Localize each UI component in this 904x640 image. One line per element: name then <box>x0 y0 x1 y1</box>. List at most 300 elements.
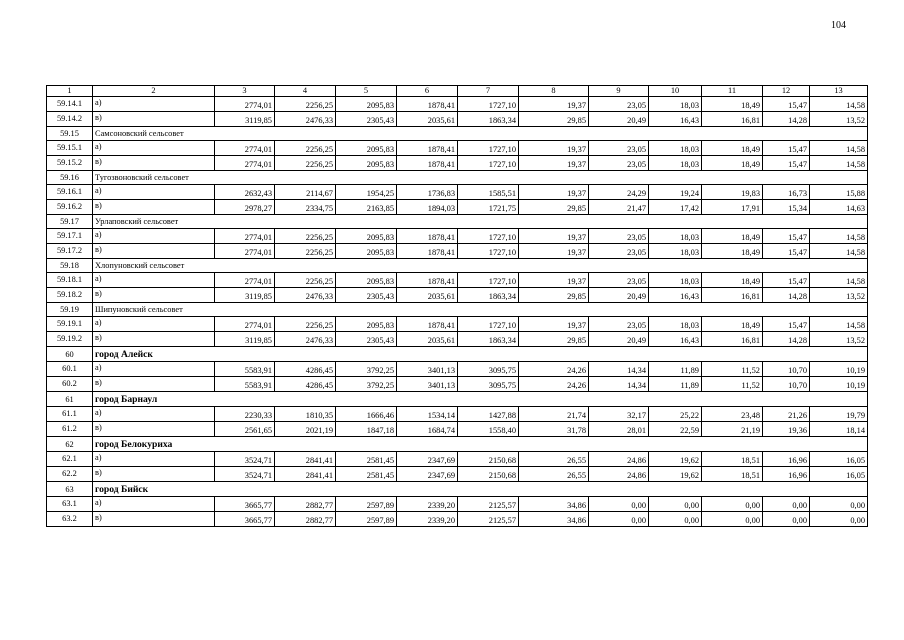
row-label-cell: в) <box>93 467 215 482</box>
value-cell: 4286,45 <box>275 362 336 377</box>
value-cell: 16,43 <box>649 288 702 303</box>
value-cell: 5583,91 <box>215 362 275 377</box>
city-heading-row <box>47 392 868 407</box>
row-label-cell: в) <box>93 200 215 215</box>
row-code-cell: 59.19.2 <box>47 332 93 347</box>
section-title-cell: Урлаповский сельсовет <box>93 215 868 229</box>
row-label-cell: в) <box>93 112 215 127</box>
value-cell: 18,51 <box>702 467 763 482</box>
value-cell: 1878,41 <box>397 141 458 156</box>
value-cell: 2095,83 <box>336 317 397 332</box>
value-cell: 1878,41 <box>397 229 458 244</box>
value-cell: 2230,33 <box>215 407 275 422</box>
value-cell: 19,37 <box>519 97 589 112</box>
value-cell: 16,81 <box>702 112 763 127</box>
value-cell: 2256,25 <box>275 229 336 244</box>
value-cell: 1878,41 <box>397 317 458 332</box>
row-code-cell: 59.19.1 <box>47 317 93 332</box>
value-cell: 26,55 <box>519 452 589 467</box>
value-cell: 15,88 <box>810 185 868 200</box>
value-cell: 5583,91 <box>215 377 275 392</box>
value-cell: 11,52 <box>702 377 763 392</box>
value-cell: 1878,41 <box>397 156 458 171</box>
value-cell: 0,00 <box>649 512 702 527</box>
value-cell: 1558,40 <box>458 422 519 437</box>
value-cell: 1736,83 <box>397 185 458 200</box>
value-cell: 18,03 <box>649 273 702 288</box>
city-heading-row <box>47 347 868 362</box>
value-cell: 2774,01 <box>215 229 275 244</box>
value-cell: 1684,74 <box>397 422 458 437</box>
value-cell: 18,03 <box>649 229 702 244</box>
value-cell: 23,05 <box>589 156 649 171</box>
value-cell: 23,05 <box>589 97 649 112</box>
value-cell: 24,86 <box>589 452 649 467</box>
value-cell: 14,58 <box>810 317 868 332</box>
value-cell: 29,85 <box>519 332 589 347</box>
row-label-cell: в) <box>93 244 215 259</box>
value-cell: 2256,25 <box>275 273 336 288</box>
row-code-cell: 59.15.1 <box>47 141 93 156</box>
tariff-table <box>46 85 868 527</box>
value-cell: 23,05 <box>589 244 649 259</box>
column-number-cell: 11 <box>702 86 763 97</box>
row-code-cell: 59.17.2 <box>47 244 93 259</box>
row-code-cell: 59.14.1 <box>47 97 93 112</box>
value-cell: 21,47 <box>589 200 649 215</box>
column-number-cell: 13 <box>810 86 868 97</box>
column-number-cell: 2 <box>93 86 215 97</box>
value-cell: 14,28 <box>763 332 810 347</box>
value-cell: 14,34 <box>589 377 649 392</box>
value-cell: 16,43 <box>649 332 702 347</box>
value-cell: 13,52 <box>810 112 868 127</box>
value-cell: 2339,20 <box>397 512 458 527</box>
value-cell: 3095,75 <box>458 377 519 392</box>
value-cell: 2125,57 <box>458 497 519 512</box>
row-code-cell: 62.2 <box>47 467 93 482</box>
section-heading-row <box>47 171 868 185</box>
table-row <box>47 156 868 171</box>
page-number: 104 <box>831 20 846 31</box>
value-cell: 2114,67 <box>275 185 336 200</box>
column-number-cell: 10 <box>649 86 702 97</box>
section-title-cell: Самсоновский сельсовет <box>93 127 868 141</box>
value-cell: 2774,01 <box>215 141 275 156</box>
table-row <box>47 467 868 482</box>
value-cell: 2305,43 <box>336 332 397 347</box>
value-cell: 18,49 <box>702 317 763 332</box>
value-cell: 19,37 <box>519 141 589 156</box>
row-label-cell: а) <box>93 141 215 156</box>
value-cell: 2305,43 <box>336 112 397 127</box>
value-cell: 0,00 <box>763 512 810 527</box>
value-cell: 19,37 <box>519 156 589 171</box>
section-code-cell: 59.19 <box>47 303 93 317</box>
value-cell: 14,58 <box>810 97 868 112</box>
value-cell: 2841,41 <box>275 467 336 482</box>
value-cell: 19,37 <box>519 185 589 200</box>
value-cell: 26,55 <box>519 467 589 482</box>
value-cell: 1534,14 <box>397 407 458 422</box>
table-row <box>47 141 868 156</box>
value-cell: 2581,45 <box>336 452 397 467</box>
section-title-cell: Хлопуновский сельсовет <box>93 259 868 273</box>
value-cell: 10,19 <box>810 377 868 392</box>
value-cell: 2095,83 <box>336 97 397 112</box>
value-cell: 21,74 <box>519 407 589 422</box>
value-cell: 16,73 <box>763 185 810 200</box>
value-cell: 2095,83 <box>336 273 397 288</box>
value-cell: 2347,69 <box>397 452 458 467</box>
row-label-cell: а) <box>93 497 215 512</box>
value-cell: 1954,25 <box>336 185 397 200</box>
value-cell: 2095,83 <box>336 156 397 171</box>
row-code-cell: 63.1 <box>47 497 93 512</box>
value-cell: 19,79 <box>810 407 868 422</box>
value-cell: 13,52 <box>810 288 868 303</box>
value-cell: 17,42 <box>649 200 702 215</box>
table-row <box>47 185 868 200</box>
section-code-cell: 63 <box>47 482 93 497</box>
value-cell: 3665,77 <box>215 497 275 512</box>
value-cell: 22,59 <box>649 422 702 437</box>
value-cell: 24,26 <box>519 362 589 377</box>
row-label-cell: в) <box>93 377 215 392</box>
value-cell: 2476,33 <box>275 332 336 347</box>
value-cell: 18,03 <box>649 156 702 171</box>
value-cell: 25,22 <box>649 407 702 422</box>
column-number-cell: 1 <box>47 86 93 97</box>
value-cell: 14,28 <box>763 288 810 303</box>
value-cell: 4286,45 <box>275 377 336 392</box>
section-heading-row <box>47 303 868 317</box>
value-cell: 0,00 <box>702 497 763 512</box>
section-code-cell: 62 <box>47 437 93 452</box>
value-cell: 15,47 <box>763 141 810 156</box>
column-number-cell: 9 <box>589 86 649 97</box>
section-code-cell: 61 <box>47 392 93 407</box>
value-cell: 18,49 <box>702 229 763 244</box>
column-number-cell: 8 <box>519 86 589 97</box>
row-label-cell: а) <box>93 185 215 200</box>
value-cell: 24,86 <box>589 467 649 482</box>
value-cell: 0,00 <box>763 497 810 512</box>
value-cell: 19,24 <box>649 185 702 200</box>
value-cell: 14,58 <box>810 156 868 171</box>
value-cell: 2347,69 <box>397 467 458 482</box>
value-cell: 1863,34 <box>458 288 519 303</box>
section-title-cell: город Белокуриха <box>93 437 868 452</box>
value-cell: 14,34 <box>589 362 649 377</box>
value-cell: 18,03 <box>649 317 702 332</box>
value-cell: 2774,01 <box>215 156 275 171</box>
value-cell: 14,58 <box>810 229 868 244</box>
value-cell: 10,70 <box>763 362 810 377</box>
column-number-cell: 6 <box>397 86 458 97</box>
value-cell: 2978,27 <box>215 200 275 215</box>
section-title-cell: Шипуновский сельсовет <box>93 303 868 317</box>
value-cell: 3119,85 <box>215 112 275 127</box>
value-cell: 18,49 <box>702 156 763 171</box>
value-cell: 23,05 <box>589 141 649 156</box>
value-cell: 2256,25 <box>275 156 336 171</box>
column-number-cell: 3 <box>215 86 275 97</box>
value-cell: 21,19 <box>702 422 763 437</box>
value-cell: 14,58 <box>810 273 868 288</box>
value-cell: 19,37 <box>519 273 589 288</box>
value-cell: 17,91 <box>702 200 763 215</box>
value-cell: 0,00 <box>589 512 649 527</box>
value-cell: 2774,01 <box>215 244 275 259</box>
value-cell: 15,47 <box>763 317 810 332</box>
value-cell: 16,05 <box>810 452 868 467</box>
value-cell: 18,51 <box>702 452 763 467</box>
value-cell: 1894,03 <box>397 200 458 215</box>
value-cell: 15,47 <box>763 273 810 288</box>
value-cell: 2256,25 <box>275 141 336 156</box>
value-cell: 19,62 <box>649 452 702 467</box>
table-row <box>47 112 868 127</box>
table-row <box>47 200 868 215</box>
value-cell: 28,01 <box>589 422 649 437</box>
value-cell: 1585,51 <box>458 185 519 200</box>
value-cell: 2334,75 <box>275 200 336 215</box>
value-cell: 2882,77 <box>275 497 336 512</box>
value-cell: 1878,41 <box>397 273 458 288</box>
value-cell: 2021,19 <box>275 422 336 437</box>
value-cell: 14,63 <box>810 200 868 215</box>
row-label-cell: в) <box>93 512 215 527</box>
value-cell: 2476,33 <box>275 288 336 303</box>
value-cell: 19,37 <box>519 229 589 244</box>
column-number-cell: 4 <box>275 86 336 97</box>
value-cell: 1810,35 <box>275 407 336 422</box>
section-heading-row <box>47 127 868 141</box>
section-title-cell: Тугозвоновский сельсовет <box>93 171 868 185</box>
table-row <box>47 422 868 437</box>
value-cell: 1727,10 <box>458 229 519 244</box>
row-label-cell: а) <box>93 97 215 112</box>
value-cell: 18,14 <box>810 422 868 437</box>
row-code-cell: 61.1 <box>47 407 93 422</box>
section-heading-row <box>47 215 868 229</box>
row-code-cell: 59.16.2 <box>47 200 93 215</box>
value-cell: 2035,61 <box>397 112 458 127</box>
value-cell: 3119,85 <box>215 288 275 303</box>
value-cell: 15,47 <box>763 244 810 259</box>
value-cell: 18,03 <box>649 141 702 156</box>
table-row <box>47 512 868 527</box>
value-cell: 15,47 <box>763 229 810 244</box>
value-cell: 0,00 <box>589 497 649 512</box>
section-code-cell: 60 <box>47 347 93 362</box>
value-cell: 1863,34 <box>458 332 519 347</box>
value-cell: 15,34 <box>763 200 810 215</box>
table-row <box>47 273 868 288</box>
value-cell: 2339,20 <box>397 497 458 512</box>
value-cell: 2597,89 <box>336 497 397 512</box>
value-cell: 2150,68 <box>458 467 519 482</box>
value-cell: 23,48 <box>702 407 763 422</box>
column-number-cell: 5 <box>336 86 397 97</box>
value-cell: 3792,25 <box>336 362 397 377</box>
row-code-cell: 59.17.1 <box>47 229 93 244</box>
value-cell: 18,49 <box>702 273 763 288</box>
value-cell: 18,03 <box>649 97 702 112</box>
value-cell: 19,37 <box>519 317 589 332</box>
table-row <box>47 97 868 112</box>
row-label-cell: в) <box>93 156 215 171</box>
section-code-cell: 59.17 <box>47 215 93 229</box>
city-heading-row <box>47 437 868 452</box>
row-code-cell: 59.18.1 <box>47 273 93 288</box>
section-heading-row <box>47 259 868 273</box>
value-cell: 2095,83 <box>336 244 397 259</box>
value-cell: 2774,01 <box>215 97 275 112</box>
row-label-cell: а) <box>93 317 215 332</box>
value-cell: 19,37 <box>519 244 589 259</box>
table-row <box>47 288 868 303</box>
value-cell: 19,83 <box>702 185 763 200</box>
table-row <box>47 317 868 332</box>
value-cell: 1727,10 <box>458 156 519 171</box>
row-label-cell: в) <box>93 332 215 347</box>
value-cell: 31,78 <box>519 422 589 437</box>
value-cell: 3401,13 <box>397 362 458 377</box>
row-code-cell: 59.16.1 <box>47 185 93 200</box>
table-row <box>47 362 868 377</box>
value-cell: 2882,77 <box>275 512 336 527</box>
section-title-cell: город Барнаул <box>93 392 868 407</box>
value-cell: 0,00 <box>810 497 868 512</box>
value-cell: 20,49 <box>589 332 649 347</box>
row-label-cell: а) <box>93 273 215 288</box>
table-row <box>47 229 868 244</box>
value-cell: 1878,41 <box>397 97 458 112</box>
value-cell: 3401,13 <box>397 377 458 392</box>
row-code-cell: 59.18.2 <box>47 288 93 303</box>
row-label-cell: в) <box>93 288 215 303</box>
value-cell: 20,49 <box>589 112 649 127</box>
row-code-cell: 59.14.2 <box>47 112 93 127</box>
section-code-cell: 59.16 <box>47 171 93 185</box>
value-cell: 2841,41 <box>275 452 336 467</box>
value-cell: 2476,33 <box>275 112 336 127</box>
value-cell: 16,81 <box>702 332 763 347</box>
row-code-cell: 59.15.2 <box>47 156 93 171</box>
value-cell: 1427,88 <box>458 407 519 422</box>
table-row <box>47 332 868 347</box>
value-cell: 19,36 <box>763 422 810 437</box>
value-cell: 2597,89 <box>336 512 397 527</box>
value-cell: 2035,61 <box>397 288 458 303</box>
value-cell: 15,47 <box>763 156 810 171</box>
value-cell: 29,85 <box>519 288 589 303</box>
value-cell: 1666,46 <box>336 407 397 422</box>
value-cell: 2256,25 <box>275 317 336 332</box>
value-cell: 16,96 <box>763 452 810 467</box>
value-cell: 1721,75 <box>458 200 519 215</box>
value-cell: 23,05 <box>589 229 649 244</box>
column-number-cell: 7 <box>458 86 519 97</box>
value-cell: 2095,83 <box>336 141 397 156</box>
value-cell: 3792,25 <box>336 377 397 392</box>
row-code-cell: 61.2 <box>47 422 93 437</box>
city-heading-row <box>47 482 868 497</box>
row-label-cell: а) <box>93 229 215 244</box>
value-cell: 0,00 <box>702 512 763 527</box>
value-cell: 29,85 <box>519 112 589 127</box>
value-cell: 16,81 <box>702 288 763 303</box>
value-cell: 1727,10 <box>458 244 519 259</box>
value-cell: 11,89 <box>649 377 702 392</box>
value-cell: 3524,71 <box>215 452 275 467</box>
value-cell: 14,28 <box>763 112 810 127</box>
section-code-cell: 59.18 <box>47 259 93 273</box>
value-cell: 11,89 <box>649 362 702 377</box>
row-label-cell: а) <box>93 452 215 467</box>
value-cell: 2125,57 <box>458 512 519 527</box>
section-code-cell: 59.15 <box>47 127 93 141</box>
value-cell: 3524,71 <box>215 467 275 482</box>
value-cell: 0,00 <box>649 497 702 512</box>
value-cell: 2150,68 <box>458 452 519 467</box>
table-row <box>47 497 868 512</box>
value-cell: 24,26 <box>519 377 589 392</box>
value-cell: 2774,01 <box>215 317 275 332</box>
value-cell: 1847,18 <box>336 422 397 437</box>
value-cell: 23,05 <box>589 273 649 288</box>
column-number-row <box>47 86 868 97</box>
value-cell: 18,49 <box>702 244 763 259</box>
table-body <box>47 86 868 527</box>
table-row <box>47 244 868 259</box>
row-label-cell: в) <box>93 422 215 437</box>
value-cell: 0,00 <box>810 512 868 527</box>
column-number-cell: 12 <box>763 86 810 97</box>
value-cell: 1727,10 <box>458 273 519 288</box>
value-cell: 1878,41 <box>397 244 458 259</box>
table-row <box>47 452 868 467</box>
value-cell: 18,49 <box>702 141 763 156</box>
value-cell: 1727,10 <box>458 141 519 156</box>
table-row <box>47 377 868 392</box>
value-cell: 2163,85 <box>336 200 397 215</box>
section-title-cell: город Бийск <box>93 482 868 497</box>
value-cell: 14,58 <box>810 244 868 259</box>
value-cell: 23,05 <box>589 317 649 332</box>
row-label-cell: а) <box>93 362 215 377</box>
value-cell: 3095,75 <box>458 362 519 377</box>
value-cell: 11,52 <box>702 362 763 377</box>
value-cell: 2581,45 <box>336 467 397 482</box>
value-cell: 2256,25 <box>275 244 336 259</box>
value-cell: 16,96 <box>763 467 810 482</box>
row-code-cell: 60.1 <box>47 362 93 377</box>
value-cell: 1863,34 <box>458 112 519 127</box>
value-cell: 2305,43 <box>336 288 397 303</box>
value-cell: 15,47 <box>763 97 810 112</box>
value-cell: 2561,65 <box>215 422 275 437</box>
value-cell: 18,03 <box>649 244 702 259</box>
value-cell: 32,17 <box>589 407 649 422</box>
value-cell: 2256,25 <box>275 97 336 112</box>
value-cell: 21,26 <box>763 407 810 422</box>
value-cell: 2095,83 <box>336 229 397 244</box>
value-cell: 16,43 <box>649 112 702 127</box>
value-cell: 18,49 <box>702 97 763 112</box>
